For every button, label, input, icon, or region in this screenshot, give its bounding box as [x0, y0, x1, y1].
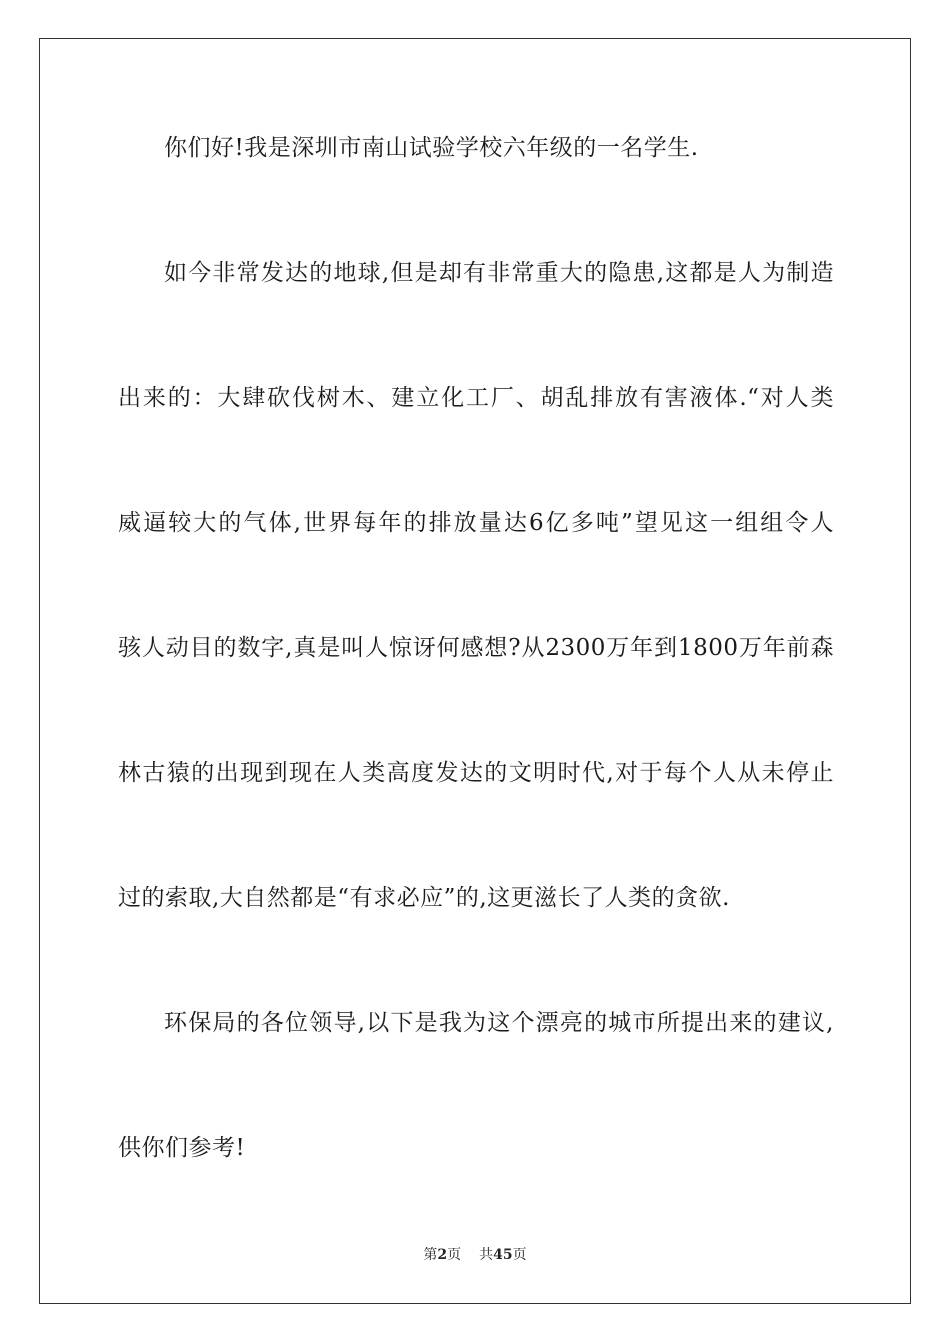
paragraph-2-line-3: 威逼较大的气体,世界每年的排放量达6亿多吨”望见这一组组令人 — [118, 510, 834, 536]
paragraph-2-line-6: 过的索取,大自然都是“有求必应”的,这更滋长了人类的贪欲. — [118, 885, 730, 911]
paragraph-3-line-1: 环保局的各位领导,以下是我为这个漂亮的城市所提出来的建议, — [164, 1010, 834, 1036]
page-border — [39, 38, 911, 1304]
paragraph-2-line-5: 林古猿的出现到现在人类高度发达的文明时代,对于每个人从未停止 — [118, 760, 834, 786]
paragraph-1-line-1: 你们好!我是深圳市南山试验学校六年级的一名学生. — [164, 135, 699, 161]
paragraph-2-line-4: 骇人动目的数字,真是叫人惊讶何感想?从2300万年到1800万年前森 — [118, 635, 834, 661]
paragraph-2-line-2: 出来的：大肆砍伐树木、建立化工厂、胡乱排放有害液体.“对人类 — [118, 385, 834, 411]
total-pages: 45 — [493, 1247, 513, 1263]
paragraph-2-line-1: 如今非常发达的地球,但是却有非常重大的隐患,这都是人为制造 — [164, 260, 834, 286]
page-prefix: 第 — [423, 1247, 438, 1263]
total-suffix: 页 — [512, 1247, 527, 1263]
page-number: 2 — [437, 1247, 448, 1263]
page-suffix: 页 — [447, 1247, 462, 1263]
paragraph-3-line-2: 供你们参考! — [118, 1135, 246, 1161]
total-prefix: 共 — [479, 1247, 494, 1263]
page-footer — [0, 1246, 950, 1264]
